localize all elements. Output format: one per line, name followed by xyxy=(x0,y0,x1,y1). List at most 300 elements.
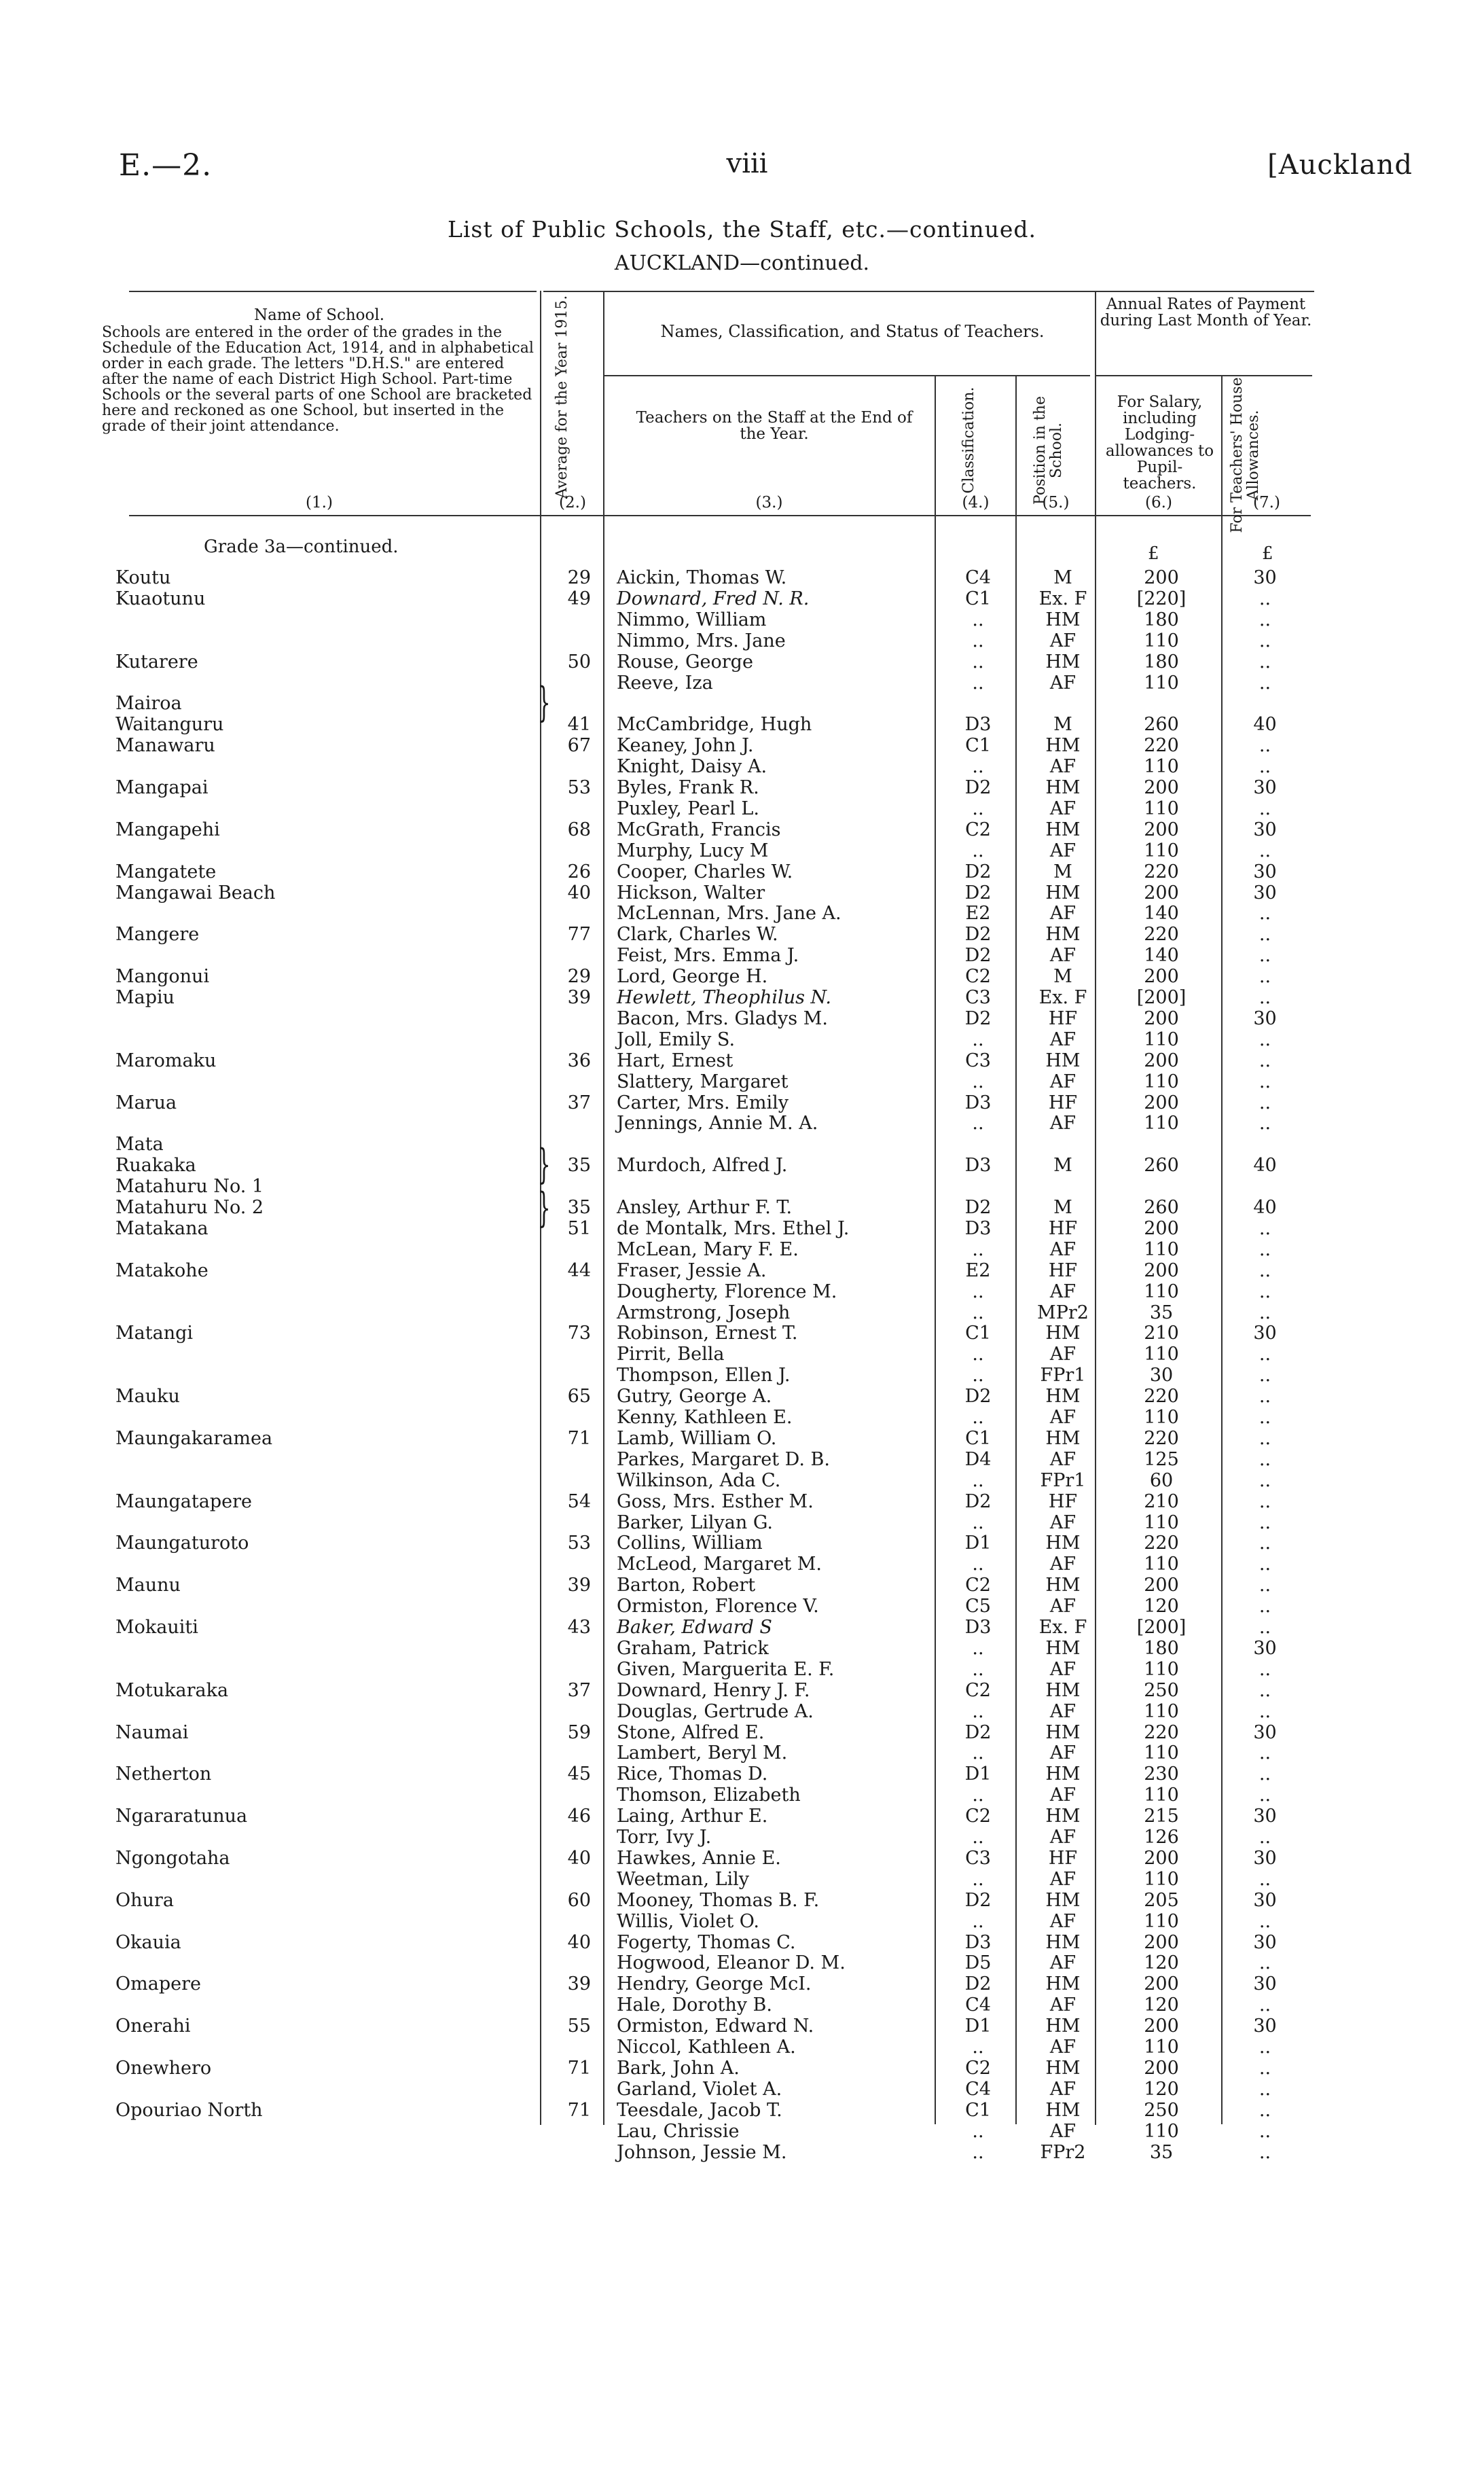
position: HM xyxy=(1045,1386,1081,1408)
house-allowance: .. xyxy=(1259,1281,1271,1302)
teacher-name: Niccol, Kathleen A. xyxy=(617,2037,796,2058)
house-allowance: .. xyxy=(1259,1238,1271,1260)
salary: [200] xyxy=(1136,1617,1187,1638)
house-allowance: .. xyxy=(1259,1554,1271,1575)
table-row xyxy=(0,568,1484,588)
average-attendance: 53 xyxy=(567,777,591,798)
salary: 215 xyxy=(1144,1806,1179,1827)
teacher-name: Puxley, Pearl L. xyxy=(617,798,759,819)
classification: D2 xyxy=(964,861,992,882)
house-allowance: 30 xyxy=(1253,1973,1277,1995)
house-allowance: .. xyxy=(1259,1785,1271,1806)
average-attendance: 68 xyxy=(567,819,591,840)
teacher-name: Cooper, Charles W. xyxy=(617,861,793,882)
salary: 110 xyxy=(1144,630,1179,651)
position: AF xyxy=(1049,672,1076,694)
average-attendance: 35 xyxy=(567,1197,591,1218)
house-allowance: .. xyxy=(1259,672,1271,694)
teacher-name: Stone, Alfred E. xyxy=(617,1721,765,1743)
position: HM xyxy=(1045,2016,1081,2037)
classification: D3 xyxy=(964,714,992,736)
teachers-group-header: Names, Classification, and Status of Teachers. xyxy=(660,322,1045,341)
school-name: Netherton xyxy=(115,1764,212,1785)
teacher-name: Knight, Daisy A. xyxy=(617,756,767,778)
teacher-name: Hendry, George McI. xyxy=(617,1973,812,1995)
average-attendance: 26 xyxy=(567,861,591,882)
classification: D3 xyxy=(964,1155,992,1177)
salary: 120 xyxy=(1144,1994,1179,2016)
house-allowance: .. xyxy=(1259,1679,1271,1701)
classification: .. xyxy=(972,1827,984,1848)
teacher-name: Keaney, John J. xyxy=(617,735,754,757)
average-attendance: 40 xyxy=(567,1847,591,1869)
salary: 110 xyxy=(1144,756,1179,778)
classification: C2 xyxy=(965,1575,991,1596)
position: M xyxy=(1053,861,1072,882)
classification: .. xyxy=(972,1554,984,1575)
teacher-name: Thompson, Ellen J. xyxy=(617,1365,791,1386)
salary: 110 xyxy=(1144,1658,1179,1680)
teacher-name: Lord, George H. xyxy=(617,966,768,988)
table-row xyxy=(0,841,1484,861)
house-allowance: .. xyxy=(1259,1596,1271,1617)
school-name: Mangapai xyxy=(115,777,209,798)
salary: 180 xyxy=(1144,651,1179,673)
teacher-name: Hale, Dorothy B. xyxy=(617,1994,772,2016)
classification: C4 xyxy=(965,2078,991,2100)
table-row xyxy=(0,1723,1484,1743)
position: AF xyxy=(1049,1910,1076,1932)
salary: 200 xyxy=(1144,1973,1179,1995)
salary-currency: £ xyxy=(1148,543,1159,564)
teacher-name: Byles, Frank R. xyxy=(617,777,759,798)
table-row xyxy=(0,1471,1484,1491)
house-allowance: .. xyxy=(1259,1113,1271,1134)
house-allowance: .. xyxy=(1259,2141,1271,2163)
house-allowance: 30 xyxy=(1253,1931,1277,1953)
position: HM xyxy=(1045,1721,1081,1743)
house-allowance: .. xyxy=(1259,1050,1271,1071)
bracket-mata: } xyxy=(537,1141,551,1188)
col2-number: (2.) xyxy=(559,494,586,512)
classification: .. xyxy=(972,1658,984,1680)
classification: C2 xyxy=(965,966,991,988)
house-allowance: 40 xyxy=(1253,714,1277,736)
teacher-name: Fraser, Jessie A. xyxy=(617,1259,767,1281)
house-allowance: .. xyxy=(1259,756,1271,778)
position: HM xyxy=(1045,924,1081,946)
teacher-name: Downard, Fred N. R. xyxy=(617,588,810,609)
average-attendance: 71 xyxy=(567,1427,591,1449)
house-allowance: .. xyxy=(1259,945,1271,967)
house-allowance: .. xyxy=(1259,1827,1271,1848)
school-name: Ngararatunua xyxy=(115,1806,248,1827)
table-row xyxy=(0,967,1484,987)
teacher-name: Fogerty, Thomas C. xyxy=(617,1931,796,1953)
position: HF xyxy=(1048,1217,1078,1239)
classification: .. xyxy=(972,1868,984,1890)
school-name: Koutu xyxy=(115,567,171,588)
house-allowance: .. xyxy=(1259,1302,1271,1323)
house-allowance: .. xyxy=(1259,630,1271,651)
teacher-name: Nimmo, Mrs. Jane xyxy=(617,630,786,651)
position: AF xyxy=(1049,798,1076,819)
average-attendance: 53 xyxy=(567,1533,591,1554)
salary: 120 xyxy=(1144,1952,1179,1974)
position: AF xyxy=(1049,1868,1076,1890)
position: AF xyxy=(1049,1448,1076,1470)
school-name: Onerahi xyxy=(115,2016,191,2037)
salary: [200] xyxy=(1136,987,1187,1008)
school-name: Mauku xyxy=(115,1386,180,1408)
school-name: Naumai xyxy=(115,1721,189,1743)
house-allowance: .. xyxy=(1259,2078,1271,2100)
salary: 200 xyxy=(1144,567,1179,588)
classification: .. xyxy=(972,651,984,673)
house-allowance: .. xyxy=(1259,2120,1271,2142)
position: AF xyxy=(1049,630,1076,651)
position: HM xyxy=(1045,1889,1081,1911)
classification: E2 xyxy=(965,1259,991,1281)
table-row xyxy=(0,1408,1484,1428)
average-attendance: 37 xyxy=(567,1092,591,1113)
teacher-name: Kenny, Kathleen E. xyxy=(617,1407,793,1428)
salary: 250 xyxy=(1144,1679,1179,1701)
classification: C4 xyxy=(965,1994,991,2016)
classification: D1 xyxy=(964,1764,992,1785)
house-allowance: .. xyxy=(1259,1469,1271,1491)
position: Ex. F xyxy=(1038,588,1087,609)
school-name: Maunu xyxy=(115,1575,181,1596)
col5-header: Position in the School. xyxy=(1032,396,1065,505)
house-allowance: .. xyxy=(1259,1910,1271,1932)
salary: 110 xyxy=(1144,1344,1179,1365)
table-row xyxy=(0,715,1484,735)
position: AF xyxy=(1049,1742,1076,1764)
teacher-name: Ansley, Arthur F. T. xyxy=(617,1197,793,1218)
house-allowance: .. xyxy=(1259,2057,1271,2079)
salary: 260 xyxy=(1144,714,1179,736)
salary: 110 xyxy=(1144,1785,1179,1806)
salary: 60 xyxy=(1149,1469,1174,1491)
position: M xyxy=(1053,567,1072,588)
average-attendance: 40 xyxy=(567,882,591,903)
position: AF xyxy=(1049,903,1076,925)
school-name: Omapere xyxy=(115,1973,201,1995)
house-allowance: .. xyxy=(1259,1742,1271,1764)
house-allowance: 30 xyxy=(1253,1847,1277,1869)
salary: 200 xyxy=(1144,1217,1179,1239)
salary: 110 xyxy=(1144,1281,1179,1302)
teacher-name: Weetman, Lily xyxy=(617,1868,750,1890)
table-row xyxy=(0,1554,1484,1575)
salary: 110 xyxy=(1144,672,1179,694)
classification: C1 xyxy=(965,1427,991,1449)
position: HF xyxy=(1048,1092,1078,1113)
position: AF xyxy=(1049,1596,1076,1617)
rates-group-rule xyxy=(1095,375,1312,376)
classification: .. xyxy=(972,1238,984,1260)
table-row xyxy=(0,1093,1484,1113)
classification: C3 xyxy=(965,1847,991,1869)
teacher-name: Jennings, Annie M. A. xyxy=(617,1113,818,1134)
school-name: Okauia xyxy=(115,1931,181,1953)
classification: .. xyxy=(972,1785,984,1806)
table-row xyxy=(0,1869,1484,1890)
table-row xyxy=(0,2016,1484,2037)
position: HM xyxy=(1045,2057,1081,2079)
table-row xyxy=(0,1219,1484,1239)
school-name: Mangapehi xyxy=(115,819,220,840)
house-allowance: 30 xyxy=(1253,567,1277,588)
average-attendance: 39 xyxy=(567,987,591,1008)
salary: 110 xyxy=(1144,1868,1179,1890)
average-attendance: 45 xyxy=(567,1764,591,1785)
house-allowance: .. xyxy=(1259,1617,1271,1638)
salary: 200 xyxy=(1144,1007,1179,1029)
classification: .. xyxy=(972,1407,984,1428)
position: AF xyxy=(1049,1511,1076,1533)
house-allowance: 30 xyxy=(1253,1889,1277,1911)
position: AF xyxy=(1049,756,1076,778)
classification: .. xyxy=(972,630,984,651)
position: HM xyxy=(1045,1764,1081,1785)
salary: 110 xyxy=(1144,1910,1179,1932)
table-row xyxy=(0,799,1484,819)
salary: 110 xyxy=(1144,1700,1179,1722)
school-name: Matahuru No. 1 xyxy=(115,1176,264,1198)
teacher-name: Carter, Mrs. Emily xyxy=(617,1092,789,1113)
table-row xyxy=(0,1030,1484,1050)
average-attendance: 36 xyxy=(567,1050,591,1071)
school-name: Matakohe xyxy=(115,1259,209,1281)
table-row xyxy=(0,1261,1484,1281)
table-row xyxy=(0,1575,1484,1596)
house-allowance: 30 xyxy=(1253,777,1277,798)
house-allowance: .. xyxy=(1259,1071,1271,1092)
classification: .. xyxy=(972,1028,984,1050)
school-name: Maungaturoto xyxy=(115,1533,249,1554)
table-row xyxy=(0,652,1484,673)
teacher-name: Gutry, George A. xyxy=(617,1386,772,1408)
salary: 205 xyxy=(1144,1889,1179,1911)
school-name: Mapiu xyxy=(115,987,175,1008)
salary: 200 xyxy=(1144,819,1179,840)
document-reference: E.—2. xyxy=(119,148,213,183)
table-row xyxy=(0,2122,1484,2142)
col4-header: Classification. xyxy=(960,387,977,494)
col1-title: Name of School. xyxy=(253,306,385,324)
school-name: Matakana xyxy=(115,1217,209,1239)
salary: 200 xyxy=(1144,966,1179,988)
salary: 110 xyxy=(1144,1407,1179,1428)
position: M xyxy=(1053,714,1072,736)
position: AF xyxy=(1049,1952,1076,1974)
position: MPr2 xyxy=(1037,1302,1089,1323)
house-allowance: .. xyxy=(1259,1217,1271,1239)
classification: D1 xyxy=(964,2016,992,2037)
table-row xyxy=(0,1933,1484,1953)
teacher-name: Douglas, Gertrude A. xyxy=(617,1700,814,1722)
salary: 110 xyxy=(1144,2120,1179,2142)
position: HM xyxy=(1045,609,1081,630)
teacher-name: Armstrong, Joseph xyxy=(617,1302,791,1323)
salary: 230 xyxy=(1144,1764,1179,1785)
school-name: Mata xyxy=(115,1134,164,1156)
position: FPr2 xyxy=(1040,2141,1086,2163)
salary: 30 xyxy=(1149,1365,1174,1386)
position: AF xyxy=(1049,2120,1076,2142)
average-attendance: 71 xyxy=(567,2057,591,2079)
table-row xyxy=(0,610,1484,630)
page-title: List of Public Schools, the Staff, etc.—continued. xyxy=(447,216,1037,243)
classification: D2 xyxy=(964,1007,992,1029)
average-attendance: 60 xyxy=(567,1889,591,1911)
position: HF xyxy=(1048,1007,1078,1029)
table-row xyxy=(0,2079,1484,2100)
table-row xyxy=(0,1303,1484,1323)
salary: 110 xyxy=(1144,1071,1179,1092)
house-allowance: .. xyxy=(1259,1700,1271,1722)
table-row xyxy=(0,1848,1484,1869)
classification: D2 xyxy=(964,1386,992,1408)
teacher-name: McLennan, Mrs. Jane A. xyxy=(617,903,841,925)
salary: 110 xyxy=(1144,2037,1179,2058)
salary: 140 xyxy=(1144,945,1179,967)
classification: D3 xyxy=(964,1092,992,1113)
position: AF xyxy=(1049,1281,1076,1302)
table-row xyxy=(0,1827,1484,1848)
salary: 110 xyxy=(1144,1742,1179,1764)
teacher-name: de Montalk, Mrs. Ethel J. xyxy=(617,1217,850,1239)
house-allowance: .. xyxy=(1259,1511,1271,1533)
position: AF xyxy=(1049,1344,1076,1365)
position: M xyxy=(1053,1155,1072,1177)
classification: C2 xyxy=(965,1806,991,1827)
house-allowance: .. xyxy=(1259,1386,1271,1408)
classification: D2 xyxy=(964,1973,992,1995)
house-allowance: 40 xyxy=(1253,1197,1277,1218)
teacher-name: Bark, John A. xyxy=(617,2057,740,2079)
classification: C3 xyxy=(965,987,991,1008)
position: HM xyxy=(1045,819,1081,840)
teacher-name: Murdoch, Alfred J. xyxy=(617,1155,788,1177)
teacher-name: McCambridge, Hugh xyxy=(617,714,812,736)
salary: 220 xyxy=(1144,1533,1179,1554)
classification: D2 xyxy=(964,1889,992,1911)
table-row xyxy=(0,1386,1484,1407)
classification: C1 xyxy=(965,1323,991,1344)
position: AF xyxy=(1049,2078,1076,2100)
salary: 200 xyxy=(1144,2016,1179,2037)
position: HM xyxy=(1045,1637,1081,1659)
teacher-name: Lamb, William O. xyxy=(617,1427,777,1449)
house-allowance: .. xyxy=(1259,987,1271,1008)
position: HF xyxy=(1048,1259,1078,1281)
salary: 125 xyxy=(1144,1448,1179,1470)
table-row xyxy=(0,778,1484,798)
teacher-name: Wilkinson, Ada C. xyxy=(617,1469,781,1491)
col6-header: For Salary, including Lodging-allowances to Pupil-teachers. xyxy=(1105,393,1214,493)
salary: 200 xyxy=(1144,1575,1179,1596)
teacher-name: Rice, Thomas D. xyxy=(617,1764,768,1785)
classification: .. xyxy=(972,1302,984,1323)
classification: C1 xyxy=(965,588,991,609)
classification: D3 xyxy=(964,1931,992,1953)
salary: 110 xyxy=(1144,1238,1179,1260)
school-name: Kutarere xyxy=(115,651,198,673)
position: AF xyxy=(1049,945,1076,967)
teacher-name: Collins, William xyxy=(617,1533,763,1554)
teacher-name: Barker, Lilyan G. xyxy=(617,1511,774,1533)
teacher-name: Bacon, Mrs. Gladys M. xyxy=(617,1007,828,1029)
position: HF xyxy=(1048,1490,1078,1512)
position: HM xyxy=(1045,1973,1081,1995)
position: AF xyxy=(1049,1071,1076,1092)
classification: .. xyxy=(972,840,984,861)
teacher-name: Lambert, Beryl M. xyxy=(617,1742,788,1764)
salary: 140 xyxy=(1144,903,1179,925)
school-name: Kuaotunu xyxy=(115,588,206,609)
house-allowance: 30 xyxy=(1253,882,1277,903)
table-row xyxy=(0,2100,1484,2121)
teacher-name: Laing, Arthur E. xyxy=(617,1806,768,1827)
classification: D3 xyxy=(964,1217,992,1239)
table-row xyxy=(0,1198,1484,1218)
table-row xyxy=(0,1995,1484,2016)
rates-group-header: Annual Rates of Payment during Last Month of Year. xyxy=(1100,296,1312,329)
table-row xyxy=(0,1113,1484,1134)
house-allowance: .. xyxy=(1259,1427,1271,1449)
salary: 260 xyxy=(1144,1155,1179,1177)
house-allowance: 30 xyxy=(1253,1637,1277,1659)
table-row xyxy=(0,1051,1484,1071)
school-name: Mangere xyxy=(115,924,200,946)
house-allowance: .. xyxy=(1259,1490,1271,1512)
house-allowance: .. xyxy=(1259,1407,1271,1428)
school-name: Mangonui xyxy=(115,966,210,988)
salary: 220 xyxy=(1144,1721,1179,1743)
salary: 110 xyxy=(1144,798,1179,819)
table-row xyxy=(0,1743,1484,1764)
school-name: Ngongotaha xyxy=(115,1847,230,1869)
salary: 35 xyxy=(1149,2141,1174,2163)
bracket-matahuru: } xyxy=(537,1184,551,1232)
header-bottom-rule xyxy=(129,515,1311,516)
school-name: Ohura xyxy=(115,1889,174,1911)
house-allowance: .. xyxy=(1259,1575,1271,1596)
classification: C1 xyxy=(965,2099,991,2121)
classification: C1 xyxy=(965,735,991,757)
teacher-name: Mooney, Thomas B. F. xyxy=(617,1889,820,1911)
table-row xyxy=(0,946,1484,966)
teacher-name: Graham, Patrick xyxy=(617,1637,769,1659)
classification: .. xyxy=(972,1910,984,1932)
house-allowance: .. xyxy=(1259,588,1271,609)
house-allowance: .. xyxy=(1259,1344,1271,1365)
house-allowance: 30 xyxy=(1253,1806,1277,1827)
house-allowance: .. xyxy=(1259,1994,1271,2016)
position: HM xyxy=(1045,777,1081,798)
table-row xyxy=(0,2143,1484,2163)
salary: 220 xyxy=(1144,735,1179,757)
classification: .. xyxy=(972,1742,984,1764)
average-attendance: 39 xyxy=(567,1973,591,1995)
house-allowance: .. xyxy=(1259,840,1271,861)
classification: D2 xyxy=(964,882,992,903)
classification: .. xyxy=(972,1365,984,1386)
teacher-name: Feist, Mrs. Emma J. xyxy=(617,945,799,967)
